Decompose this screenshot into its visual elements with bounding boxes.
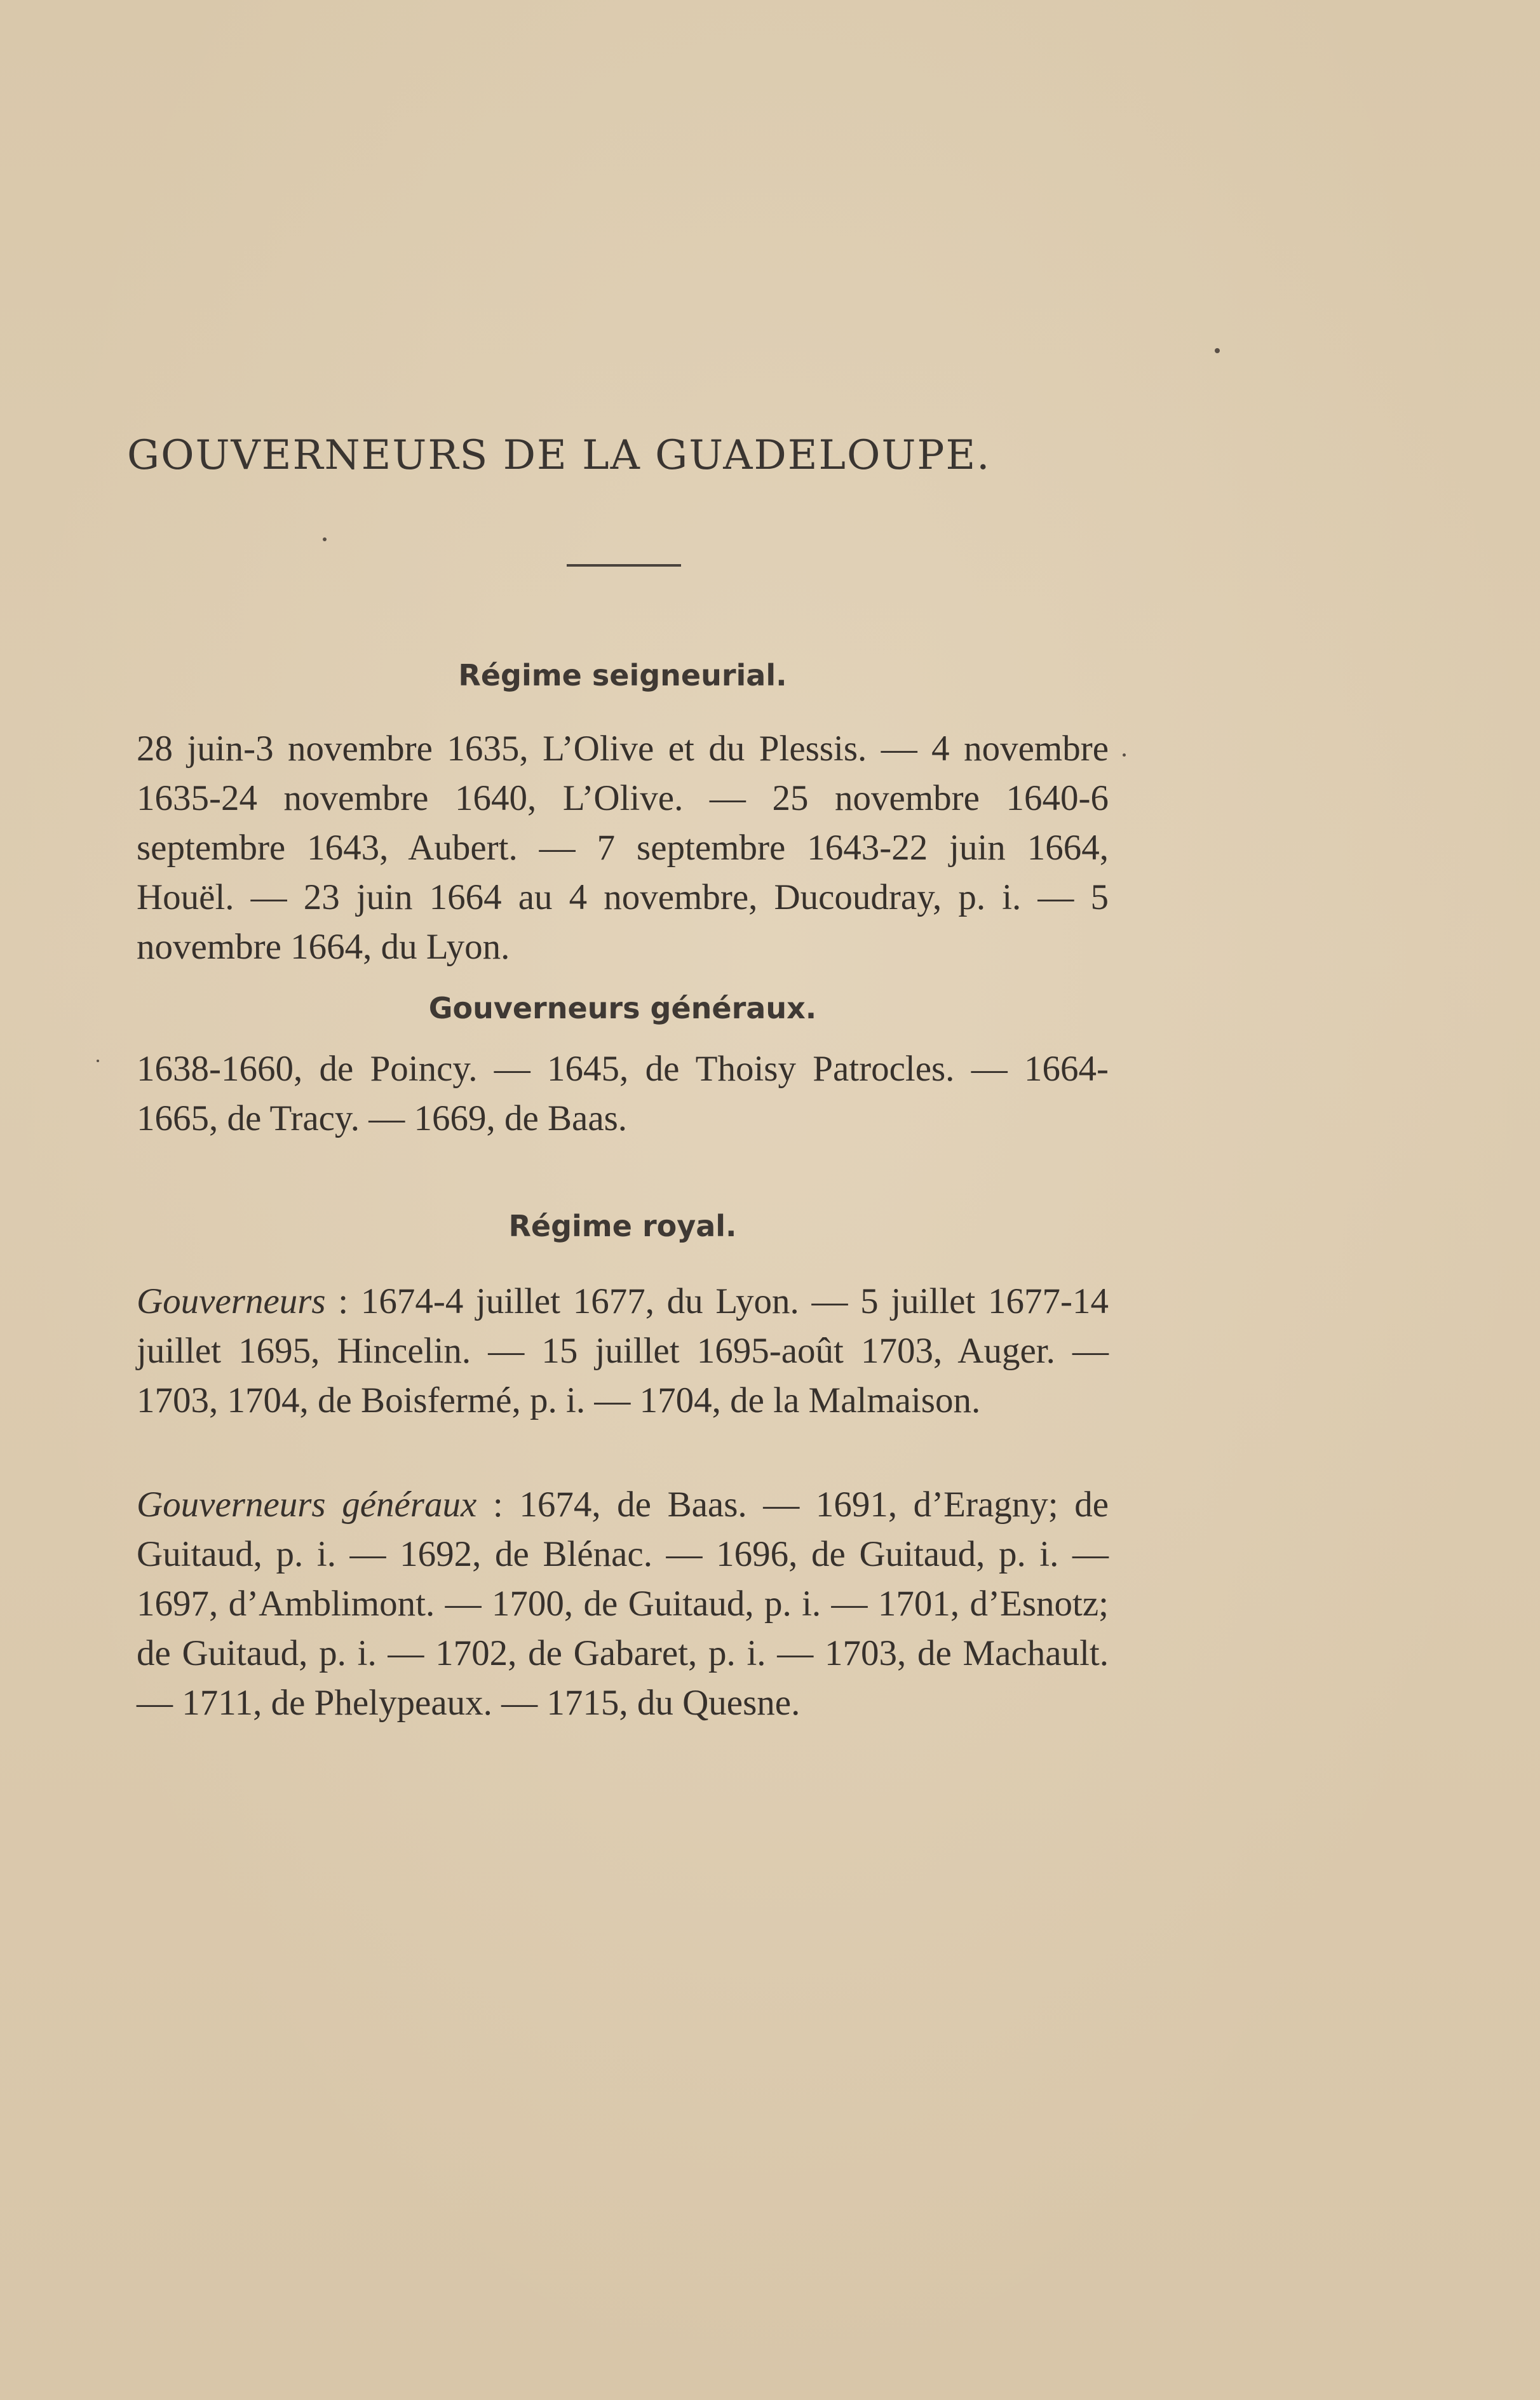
- heading-regime-royal: Régime royal.: [508, 1209, 737, 1243]
- paper-speck: [1123, 753, 1126, 757]
- paragraph-gouverneurs-generaux: 1638-1660, de Poincy. — 1645, de Thoisy Patrocles. — 1664-1665, de Tracy. — 1669, de Baas.: [137, 1049, 1109, 1138]
- paper-speck: [323, 537, 327, 541]
- label-gouverneurs: Gouverneurs: [137, 1281, 326, 1321]
- paragraph-royal-gouverneurs: [137, 1277, 1109, 1426]
- paragraph-regime-seigneurial: 28 juin-3 novembre 1635, L’Olive et du Plessis. — 4 novembre 1635-24 novembre 1640, L’Olive. — 25 novembre 1640-6 septembre 1643, Aubert. — 7 septembre 1643-22 juin 1664, Houël. — 23 juin 1664 au 4 novembre, Ducoudray, p. i. — 5 novembre 1664, du Lyon.: [137, 729, 1109, 967]
- heading-gouverneurs-generaux: Gouverneurs généraux.: [428, 991, 817, 1025]
- paper-speck: [1215, 348, 1220, 353]
- paragraph-royal-generaux: [137, 1480, 1109, 1728]
- label-gouverneurs-generaux: Gouverneurs généraux: [137, 1485, 477, 1525]
- page-title: GOUVERNEURS DE LA GUADELOUPE.: [127, 432, 991, 479]
- title-divider: [567, 564, 681, 567]
- text-royal-generaux: : 1674, de Baas. — 1691, d’Eragny; de Guitaud, p. i. — 1692, de Blénac. — 1696, de Guitaud, p. i. — 1697, d’Amblimont. — 1700, de Guitaud, p. i. — 1701, d’Esnotz; de Guitaud, p. i. — 1702, de Gabaret, p. i. — 1703, de Machault. — 1711, de Phelypeaux. — 1715, du Quesne.: [137, 1485, 1109, 1723]
- paper-speck: [97, 1060, 99, 1062]
- heading-regime-seigneurial: Régime seigneurial.: [458, 658, 787, 692]
- text-royal-gouverneurs: : 1674-4 juillet 1677, du Lyon. — 5 juillet 1677-14 juillet 1695, Hincelin. — 15 juillet 1695-août 1703, Auger. — 1703, 1704, de Boisfermé, p. i. — 1704, de la Malmaison.: [137, 1281, 1109, 1420]
